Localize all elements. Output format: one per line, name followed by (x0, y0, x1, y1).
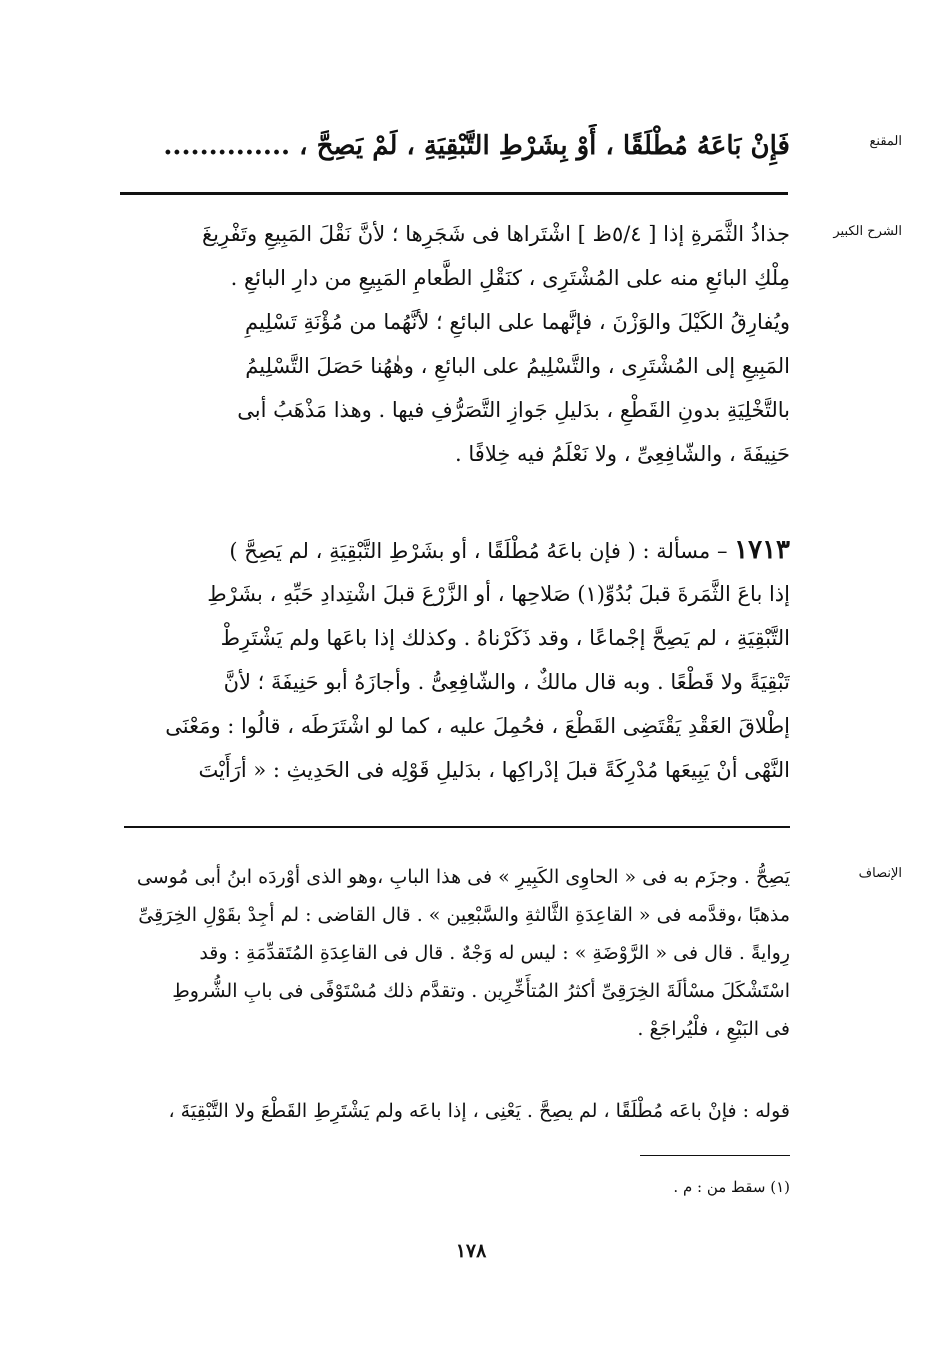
masala-line: إذا باعَ الثَّمَرةَ قبلَ بُدُوِّ(١) صَلاحِها ، أو الزَّرْعَ قبلَ اشْتِدادِ حَبِّهِ ، بشَرْطِ (207, 582, 790, 606)
sharh-text-block (120, 212, 790, 476)
insaf-line: رِوايةً . قال فى « الرَّوْضَةِ » : ليس له وَجْهٌ . قال فى القاعِدَةِ المُتَقدِّمَةِ : وقد (199, 942, 790, 964)
page-number: ١٧٨ (455, 1240, 487, 1262)
muqni-label: المقنع (869, 134, 902, 149)
masala-heading-line (120, 528, 790, 572)
sharh-line: جذاذُ الثَّمَرةِ إذا [ ٥/٤ظ ] اشْتَراها فى شَجَرِها ؛ لأنَّ نَقْلَ المَبِيعِ وتَفْرِيغَ (201, 222, 790, 246)
masala-text-block (120, 528, 790, 792)
insaf-line: يَصِحُّ . وجزَم به فى « الحاوِى الكَبِيرِ » فى هذا البابِ ،وهو الذى أوْردَه ابنُ أبى مُوسى (136, 866, 790, 888)
sharh-line: المَبِيعِ إلى المُشْتَرِى ، والتَّسْلِيمُ على البائعِ ، وهٰهُنا حَصَلَ التَّسْلِيمُ (245, 354, 790, 378)
masala-line: النَّهْى أنْ يَبِيعَها مُدْرِكَةً قبلَ إدْراكِها ، بدَليلِ قَوْلِه فى الحَدِيثِ : « أرَأَيْتَ (198, 758, 790, 782)
section-divider (124, 826, 790, 828)
masala-number: ١٧١٣ (734, 535, 790, 565)
insaf-line: مذهبًا ،وقدَّمه فى « القاعِدَةِ الثَّالثةِ والسَّبْعِين » . قال القاضى : لم أجِدْ بقَوْلِ الخِرَقِىِّ (138, 904, 790, 926)
muqni-text-block (120, 124, 790, 168)
sharh-line: ويُفارِقُ الكَيْلَ والوَزْنَ ، فإنَّهما على البائعِ ؛ لأنَّهُما من مُؤْنَةِ تَسْلِيمِ (245, 310, 790, 334)
sharh-label: الشرح الكبير (833, 224, 902, 239)
masala-heading: – مسألة : ( فإن باعَهُ مُطْلَقًا ، أو بشَرْطِ التَّبْقِيَةِ ، لم يَصِحَّ ) (229, 539, 728, 563)
footnote: (١) سقط من : م . (673, 1178, 790, 1196)
masala-line: تَبْقِيَةً ولا قَطْعًا . وبه قال مالكٌ ، والشّافِعِىُّ . وأجازَهُ أبو حَنِيفَةَ ؛ لأنَّ (223, 670, 790, 694)
masala-line: إطْلاقَ العَقْدِ يَقْتَضِى القَطْعَ ، فحُمِلَ عليه ، كما لو اشْتَرَطَه ، قالُوا : ومَعْنَى (165, 714, 790, 738)
sharh-line: بالتَّخْلِيَةِ بدونِ القَطْعِ ، بدَليلِ جَوازِ التَّصَرُّفِ فيها . وهذا مَذْهَبُ أبى (237, 398, 790, 422)
footnote-divider (640, 1155, 790, 1156)
insaf-line: فى البَيْعِ ، فلْيُراجَعْ . (637, 1018, 790, 1040)
section-divider-thick (120, 192, 788, 195)
insaf-text-block (120, 858, 790, 1048)
insaf-qawl-line: قوله : فإنْ باعَه مُطْلَقًا ، لم يصِحَّ . يَعْنِى ، إذا باعَه ولم يَشْتَرِطِ القَطْعَ ولا التَّبْقِيَةَ ، (168, 1100, 790, 1122)
sharh-line: مِلْكِ البائعِ منه على المُشْتَرِى ، كنَقْلِ الطَّعامِ المَبِيعِ من دارِ البائعِ . (230, 266, 790, 290)
sharh-line: حَنِيفَةَ ، والشّافِعِىِّ ، ولا نَعْلَمُ فيه خِلافًا . (455, 442, 790, 466)
insaf-line: اسْتَشْكَلَ مسْألَةَ الخِرَقِىِّ أكثرُ المُتأَخِّرِين . وتقدَّم ذلك مُسْتَوْفًى فى بابِ الشُّروطِ (172, 980, 790, 1002)
masala-line: التَّبْقِيَةِ ، لم يَصِحَّ إجْماعًا ، وقد ذَكَرْناهُ . وكذلك إذا باعَها ولم يَشْتَرِطْ (220, 626, 790, 650)
muqni-text: فَإِنْ بَاعَهُ مُطْلَقًا ، أَوْ بِشَرْطِ التَّبْقِيَةِ ، لَمْ يَصِحَّ ، .............. (163, 131, 790, 161)
insaf-label: الإنصاف (858, 866, 902, 881)
insaf-qawl-block (120, 1092, 790, 1130)
